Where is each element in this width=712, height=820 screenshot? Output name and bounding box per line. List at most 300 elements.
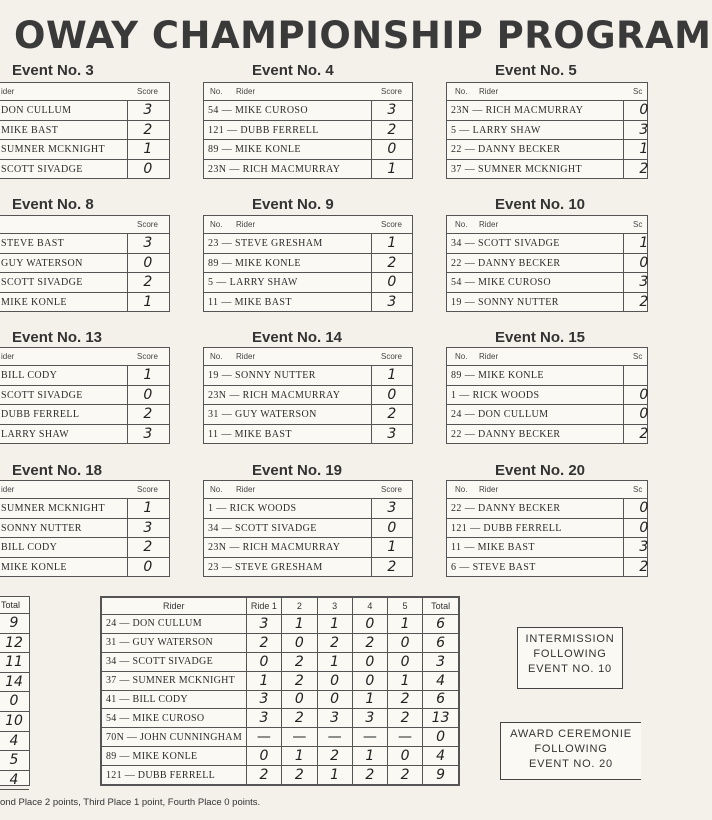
summary-ride-score: 1 bbox=[282, 615, 317, 634]
event-row bbox=[0, 101, 169, 121]
handwritten-score: 2 bbox=[371, 558, 412, 577]
left-total-value: 10 bbox=[0, 712, 29, 732]
event-score-box bbox=[203, 82, 413, 179]
summary-row bbox=[102, 690, 459, 709]
rider-name: 5 — LARRY SHAW bbox=[451, 124, 541, 136]
event-row bbox=[447, 273, 647, 293]
event-row bbox=[204, 386, 412, 406]
rider-name: 54 — MIKE CUROSO bbox=[451, 277, 552, 288]
col-score-header: Score bbox=[137, 87, 158, 96]
handwritten-score: 1 bbox=[371, 234, 412, 253]
event-row bbox=[204, 273, 412, 293]
summary-total: 6 bbox=[423, 690, 459, 709]
event-score-box bbox=[203, 347, 413, 444]
handwritten-score: 0 bbox=[623, 519, 664, 538]
handwritten-score: 2 bbox=[371, 121, 412, 140]
summary-ride-score: 2 bbox=[246, 766, 282, 785]
rider-name: 37 — SUMNER MCKNIGHT bbox=[451, 163, 583, 175]
event-row bbox=[204, 519, 412, 539]
event-title: Event No. 8 bbox=[12, 196, 94, 213]
event-title: Event No. 10 bbox=[495, 196, 586, 213]
event-row bbox=[204, 160, 412, 179]
handwritten-score: 2 bbox=[623, 293, 664, 312]
summary-ride-score: — bbox=[282, 728, 317, 747]
event-row bbox=[0, 121, 169, 141]
rider-name: 6 — STEVE BAST bbox=[451, 561, 536, 573]
rider-name: SCOTT SIVADGE bbox=[1, 277, 83, 288]
rider-name: 121 — DUBB FERRELL bbox=[451, 522, 562, 534]
rider-name: 22 — DANNY BECKER bbox=[451, 257, 561, 269]
summary-header-cell: Total bbox=[423, 598, 459, 615]
event-row bbox=[0, 386, 169, 406]
handwritten-score: 1 bbox=[127, 140, 168, 159]
handwritten-score: 3 bbox=[127, 234, 168, 253]
summary-total: 4 bbox=[423, 671, 459, 690]
handwritten-score: 0 bbox=[623, 254, 664, 273]
summary-header-cell: 5 bbox=[387, 598, 422, 615]
left-total-value: 14 bbox=[0, 673, 29, 693]
col-score-header: Score bbox=[381, 220, 402, 229]
col-no-header: No. bbox=[210, 87, 223, 96]
summary-rider: 70N — JOHN CUNNINGHAM bbox=[102, 728, 247, 747]
event-score-box bbox=[0, 82, 170, 179]
event-row bbox=[447, 405, 647, 425]
col-rider-header: Rider bbox=[236, 220, 256, 229]
col-score-header: Sc bbox=[633, 220, 643, 229]
handwritten-score: 1 bbox=[371, 538, 412, 557]
event-score-box bbox=[0, 347, 170, 444]
summary-ride-score: 0 bbox=[387, 652, 422, 671]
summary-table bbox=[100, 596, 460, 786]
event-row bbox=[204, 499, 412, 519]
rider-name: SCOTT SIVADGE bbox=[1, 389, 83, 401]
award-notice bbox=[500, 722, 641, 780]
col-no-header: No. bbox=[455, 220, 468, 229]
rider-name: 89 — MIKE KONLE bbox=[208, 144, 301, 155]
rider-name: 1 — RICK WOODS bbox=[208, 503, 297, 514]
summary-ride-score: 0 bbox=[317, 690, 352, 709]
event-row bbox=[204, 366, 412, 386]
event-score-box bbox=[203, 215, 413, 312]
summary-header-cell: 3 bbox=[317, 598, 352, 615]
page-title: OWAY CHAMPIONSHIP PROGRAM bbox=[14, 14, 712, 57]
handwritten-score: 3 bbox=[371, 425, 412, 444]
col-no-header: No. bbox=[210, 485, 223, 494]
summary-ride-score: — bbox=[317, 728, 352, 747]
summary-ride-score: 3 bbox=[246, 615, 282, 634]
rider-name: 19 — SONNY NUTTER bbox=[451, 296, 559, 308]
rider-name: 54 — MIKE CUROSO bbox=[208, 105, 309, 116]
summary-rider: 54 — MIKE CUROSO bbox=[102, 709, 247, 728]
event-title: Event No. 14 bbox=[252, 329, 343, 346]
col-no-header: No. bbox=[455, 485, 468, 494]
rider-name: 1 — RICK WOODS bbox=[451, 389, 540, 401]
handwritten-score: 2 bbox=[127, 405, 168, 424]
col-rider-header: Rider bbox=[236, 352, 256, 361]
summary-header-cell: Ride 1 bbox=[246, 598, 282, 615]
summary-ride-score: 2 bbox=[317, 747, 352, 766]
intermission-line-2: FOLLOWING bbox=[533, 648, 607, 660]
rider-name: 11 — MIKE BAST bbox=[451, 542, 535, 553]
rider-name: BILL CODY bbox=[1, 370, 58, 381]
event-row bbox=[204, 293, 412, 312]
col-no-header: No. bbox=[210, 352, 223, 361]
col-no-header: No. bbox=[455, 352, 468, 361]
summary-ride-score: 0 bbox=[246, 747, 282, 766]
col-rider-header: Rider bbox=[236, 485, 256, 494]
event-row bbox=[447, 558, 647, 577]
summary-rider: 34 — SCOTT SIVADGE bbox=[102, 652, 247, 671]
handwritten-score: 3 bbox=[127, 101, 168, 120]
summary-ride-score: 2 bbox=[387, 766, 422, 785]
rider-name: 5 — LARRY SHAW bbox=[208, 277, 298, 288]
handwritten-score: 0 bbox=[127, 558, 168, 577]
summary-ride-score: 0 bbox=[352, 652, 387, 671]
handwritten-score: 0 bbox=[623, 101, 664, 120]
event-row bbox=[204, 101, 412, 121]
summary-ride-score: 2 bbox=[246, 633, 282, 652]
summary-ride-score: 0 bbox=[387, 633, 422, 652]
summary-rider: 31 — GUY WATERSON bbox=[102, 633, 247, 652]
summary-ride-score: 0 bbox=[246, 652, 282, 671]
left-total-value: 4 bbox=[0, 732, 29, 752]
rider-name: SUMNER MCKNIGHT bbox=[1, 503, 106, 514]
summary-ride-score: 2 bbox=[387, 690, 422, 709]
handwritten-score: 2 bbox=[371, 405, 412, 424]
event-row bbox=[0, 293, 169, 312]
col-rider-header: Rider bbox=[479, 485, 499, 494]
summary-ride-score: 2 bbox=[317, 633, 352, 652]
event-score-box bbox=[446, 215, 648, 312]
event-row bbox=[0, 405, 169, 425]
rider-name: SUMNER MCKNIGHT bbox=[1, 144, 106, 155]
event-row bbox=[447, 293, 647, 312]
event-row bbox=[0, 160, 169, 179]
rider-name: MIKE KONLE bbox=[1, 561, 67, 573]
col-score-header: Sc bbox=[633, 485, 643, 494]
summary-row bbox=[102, 709, 459, 728]
col-rider-header: Rider bbox=[236, 87, 256, 96]
col-rider-header: Rider bbox=[479, 352, 499, 361]
summary-row bbox=[102, 728, 459, 747]
handwritten-score: 1 bbox=[371, 366, 412, 385]
summary-ride-score: 2 bbox=[352, 633, 387, 652]
rider-name: BILL CODY bbox=[1, 542, 58, 553]
event-row bbox=[447, 425, 647, 444]
left-total-header: Total bbox=[0, 597, 29, 614]
summary-ride-score: — bbox=[387, 728, 422, 747]
rider-name: SCOTT SIVADGE bbox=[1, 163, 83, 175]
event-row bbox=[447, 366, 647, 386]
rider-name: 34 — SCOTT SIVADGE bbox=[208, 522, 317, 534]
handwritten-score: 3 bbox=[127, 425, 168, 444]
summary-total: 6 bbox=[423, 633, 459, 652]
rider-name: 23 — STEVE GRESHAM bbox=[208, 561, 323, 573]
event-row bbox=[0, 519, 169, 539]
rider-name: STEVE BAST bbox=[1, 238, 65, 249]
event-row bbox=[0, 254, 169, 274]
intermission-line-1: INTERMISSION bbox=[525, 633, 615, 645]
rider-name: 23 — STEVE GRESHAM bbox=[208, 238, 323, 249]
event-score-box bbox=[203, 480, 413, 577]
handwritten-score: 2 bbox=[623, 425, 664, 444]
rider-name: 89 — MIKE KONLE bbox=[208, 257, 301, 269]
event-row bbox=[0, 558, 169, 577]
event-row bbox=[204, 140, 412, 160]
event-row bbox=[447, 140, 647, 160]
event-score-box bbox=[0, 215, 170, 312]
summary-row bbox=[102, 671, 459, 690]
summary-total: 6 bbox=[423, 615, 459, 634]
summary-ride-score: 2 bbox=[387, 709, 422, 728]
summary-ride-score: 0 bbox=[282, 633, 317, 652]
rider-name: 89 — MIKE KONLE bbox=[451, 370, 544, 381]
rider-name: 121 — DUBB FERRELL bbox=[208, 124, 319, 136]
handwritten-score: 1 bbox=[623, 234, 664, 253]
handwritten-score: 3 bbox=[371, 293, 412, 312]
col-score-header: Score bbox=[137, 485, 158, 494]
summary-ride-score: 0 bbox=[317, 671, 352, 690]
rider-name: 23N — RICH MACMURRAY bbox=[208, 163, 341, 175]
summary-row bbox=[102, 633, 459, 652]
event-row bbox=[447, 386, 647, 406]
event-row bbox=[0, 499, 169, 519]
event-row bbox=[447, 101, 647, 121]
summary-rider: 41 — BILL CODY bbox=[102, 690, 247, 709]
handwritten-score: 3 bbox=[623, 273, 664, 292]
rider-name: 23N — RICH MACMURRAY bbox=[208, 389, 341, 401]
summary-row bbox=[102, 747, 459, 766]
handwritten-score: 0 bbox=[371, 519, 412, 538]
handwritten-score: 0 bbox=[623, 386, 664, 405]
event-title: Event No. 15 bbox=[495, 329, 586, 346]
col-rider-header: Rider bbox=[479, 87, 499, 96]
summary-ride-score: 2 bbox=[282, 671, 317, 690]
summary-row bbox=[102, 615, 459, 634]
summary-rider: 24 — DON CULLUM bbox=[102, 615, 247, 634]
summary-total: 3 bbox=[423, 652, 459, 671]
summary-header-cell: 4 bbox=[352, 598, 387, 615]
summary-ride-score: 1 bbox=[246, 671, 282, 690]
event-row bbox=[0, 425, 169, 444]
event-row bbox=[447, 538, 647, 558]
col-score-header: Score bbox=[137, 352, 158, 361]
award-line-2: FOLLOWING bbox=[534, 743, 608, 755]
rider-name: 23N — RICH MACMURRAY bbox=[208, 542, 341, 553]
summary-row bbox=[102, 652, 459, 671]
rider-name: 24 — DON CULLUM bbox=[451, 409, 549, 420]
col-score-header: Score bbox=[381, 87, 402, 96]
event-title: Event No. 20 bbox=[495, 462, 586, 479]
left-total-value: 0 bbox=[0, 692, 29, 712]
event-row bbox=[204, 558, 412, 577]
handwritten-score: 2 bbox=[127, 273, 168, 292]
rider-name: DUBB FERRELL bbox=[1, 409, 80, 420]
rider-name: 11 — MIKE BAST bbox=[208, 296, 292, 308]
event-score-box bbox=[446, 480, 648, 577]
col-score-header: Score bbox=[381, 485, 402, 494]
event-score-box bbox=[446, 347, 648, 444]
rider-name: 31 — GUY WATERSON bbox=[208, 409, 317, 420]
col-no-header: No. bbox=[210, 220, 223, 229]
event-title: Event No. 9 bbox=[252, 196, 334, 213]
event-row bbox=[447, 254, 647, 274]
col-rider-header: Rider bbox=[479, 220, 499, 229]
summary-rider: 121 — DUBB FERRELL bbox=[102, 766, 247, 785]
event-row bbox=[0, 366, 169, 386]
handwritten-score: 3 bbox=[371, 499, 412, 518]
event-title: Event No. 18 bbox=[12, 462, 103, 479]
summary-ride-score: — bbox=[352, 728, 387, 747]
event-row bbox=[204, 254, 412, 274]
handwritten-score: 2 bbox=[127, 121, 168, 140]
points-footnote: ond Place 2 points, Third Place 1 point, Fourth Place 0 points. bbox=[0, 797, 261, 808]
summary-ride-score: 2 bbox=[282, 766, 317, 785]
event-row bbox=[204, 121, 412, 141]
summary-ride-score: 1 bbox=[352, 747, 387, 766]
intermission-line-3: EVENT NO. 10 bbox=[528, 663, 612, 675]
summary-ride-score: 3 bbox=[352, 709, 387, 728]
rider-name: LARRY SHAW bbox=[1, 428, 70, 440]
summary-rider: 37 — SUMNER MCKNIGHT bbox=[102, 671, 247, 690]
event-row bbox=[0, 140, 169, 160]
award-line-1: AWARD CEREMONIE bbox=[510, 728, 632, 740]
col-rider-header: ider bbox=[1, 352, 15, 361]
handwritten-score: 0 bbox=[371, 273, 412, 292]
rider-name: GUY WATERSON bbox=[1, 257, 83, 269]
summary-ride-score: 1 bbox=[317, 615, 352, 634]
summary-ride-score: 3 bbox=[246, 690, 282, 709]
summary-ride-score: 1 bbox=[387, 615, 422, 634]
handwritten-score: 0 bbox=[127, 254, 168, 273]
rider-name: 34 — SCOTT SIVADGE bbox=[451, 238, 560, 249]
handwritten-score bbox=[623, 366, 664, 385]
event-row bbox=[0, 234, 169, 254]
col-score-header: Sc bbox=[633, 87, 643, 96]
left-total-value: 12 bbox=[0, 634, 29, 654]
rider-name: 22 — DANNY BECKER bbox=[451, 144, 561, 155]
summary-ride-score: 0 bbox=[387, 747, 422, 766]
event-score-box bbox=[0, 480, 170, 577]
summary-ride-score: 0 bbox=[352, 615, 387, 634]
col-score-header: Score bbox=[137, 220, 158, 229]
rider-name: DON CULLUM bbox=[1, 105, 72, 116]
handwritten-score: 0 bbox=[371, 386, 412, 405]
summary-row bbox=[102, 766, 459, 785]
handwritten-score: 1 bbox=[127, 366, 168, 385]
handwritten-score: 3 bbox=[623, 538, 664, 557]
event-row bbox=[0, 538, 169, 558]
event-row bbox=[447, 499, 647, 519]
handwritten-score: 1 bbox=[127, 499, 168, 518]
handwritten-score: 1 bbox=[623, 140, 664, 159]
col-rider-header: ider bbox=[1, 485, 15, 494]
event-title: Event No. 3 bbox=[12, 62, 94, 79]
handwritten-score: 0 bbox=[371, 140, 412, 159]
rider-name: 22 — DANNY BECKER bbox=[451, 503, 561, 514]
handwritten-score: 0 bbox=[623, 405, 664, 424]
summary-total: 13 bbox=[423, 709, 459, 728]
event-row bbox=[204, 234, 412, 254]
rider-name: MIKE BAST bbox=[1, 124, 59, 136]
event-title: Event No. 19 bbox=[252, 462, 343, 479]
rider-name: 22 — DANNY BECKER bbox=[451, 428, 561, 440]
summary-ride-score: 2 bbox=[352, 766, 387, 785]
rider-name: 23N — RICH MACMURRAY bbox=[451, 105, 584, 116]
event-row bbox=[0, 273, 169, 293]
summary-ride-score: 1 bbox=[317, 766, 352, 785]
event-title: Event No. 5 bbox=[495, 62, 577, 79]
rider-name: MIKE KONLE bbox=[1, 296, 67, 308]
summary-total: 9 bbox=[423, 766, 459, 785]
event-title: Event No. 4 bbox=[252, 62, 334, 79]
handwritten-score: 2 bbox=[623, 160, 664, 179]
handwritten-score: 1 bbox=[371, 160, 412, 179]
event-row bbox=[204, 405, 412, 425]
summary-total: 4 bbox=[423, 747, 459, 766]
summary-header-cell: 2 bbox=[282, 598, 317, 615]
summary-ride-score: 1 bbox=[317, 652, 352, 671]
handwritten-score: 2 bbox=[371, 254, 412, 273]
col-no-header: No. bbox=[455, 87, 468, 96]
summary-ride-score: 3 bbox=[317, 709, 352, 728]
summary-header-cell: Rider bbox=[102, 598, 247, 615]
handwritten-score: 3 bbox=[371, 101, 412, 120]
intermission-notice bbox=[517, 627, 623, 689]
event-score-box bbox=[446, 82, 648, 179]
handwritten-score: 3 bbox=[623, 121, 664, 140]
handwritten-score: 0 bbox=[127, 386, 168, 405]
summary-ride-score: 2 bbox=[282, 652, 317, 671]
handwritten-score: 3 bbox=[127, 519, 168, 538]
col-score-header: Score bbox=[381, 352, 402, 361]
handwritten-score: 2 bbox=[127, 538, 168, 557]
event-title: Event No. 13 bbox=[12, 329, 103, 346]
event-row bbox=[447, 121, 647, 141]
summary-ride-score: 1 bbox=[352, 690, 387, 709]
left-total-column bbox=[0, 596, 30, 786]
event-row bbox=[447, 160, 647, 179]
left-total-value: 4 bbox=[0, 771, 29, 791]
summary-ride-score: 2 bbox=[282, 709, 317, 728]
summary-ride-score: 3 bbox=[246, 709, 282, 728]
col-rider-header: ider bbox=[1, 87, 15, 96]
summary-rider: 89 — MIKE KONLE bbox=[102, 747, 247, 766]
summary-total: 0 bbox=[423, 728, 459, 747]
left-total-value: 11 bbox=[0, 653, 29, 673]
left-total-value: 9 bbox=[0, 614, 29, 634]
event-row bbox=[204, 538, 412, 558]
event-row bbox=[447, 519, 647, 539]
col-score-header: Sc bbox=[633, 352, 643, 361]
rider-name: 11 — MIKE BAST bbox=[208, 428, 292, 440]
summary-ride-score: 1 bbox=[387, 671, 422, 690]
event-row bbox=[204, 425, 412, 444]
handwritten-score: 2 bbox=[623, 558, 664, 577]
handwritten-score: 0 bbox=[127, 160, 168, 179]
event-row bbox=[447, 234, 647, 254]
summary-ride-score: 0 bbox=[352, 671, 387, 690]
summary-ride-score: 0 bbox=[282, 690, 317, 709]
left-total-value: 5 bbox=[0, 751, 29, 771]
handwritten-score: 0 bbox=[623, 499, 664, 518]
handwritten-score: 1 bbox=[127, 293, 168, 312]
summary-ride-score: — bbox=[246, 728, 282, 747]
rider-name: 19 — SONNY NUTTER bbox=[208, 370, 316, 381]
award-line-3: EVENT NO. 20 bbox=[529, 758, 613, 770]
summary-ride-score: 1 bbox=[282, 747, 317, 766]
rider-name: SONNY NUTTER bbox=[1, 522, 82, 534]
